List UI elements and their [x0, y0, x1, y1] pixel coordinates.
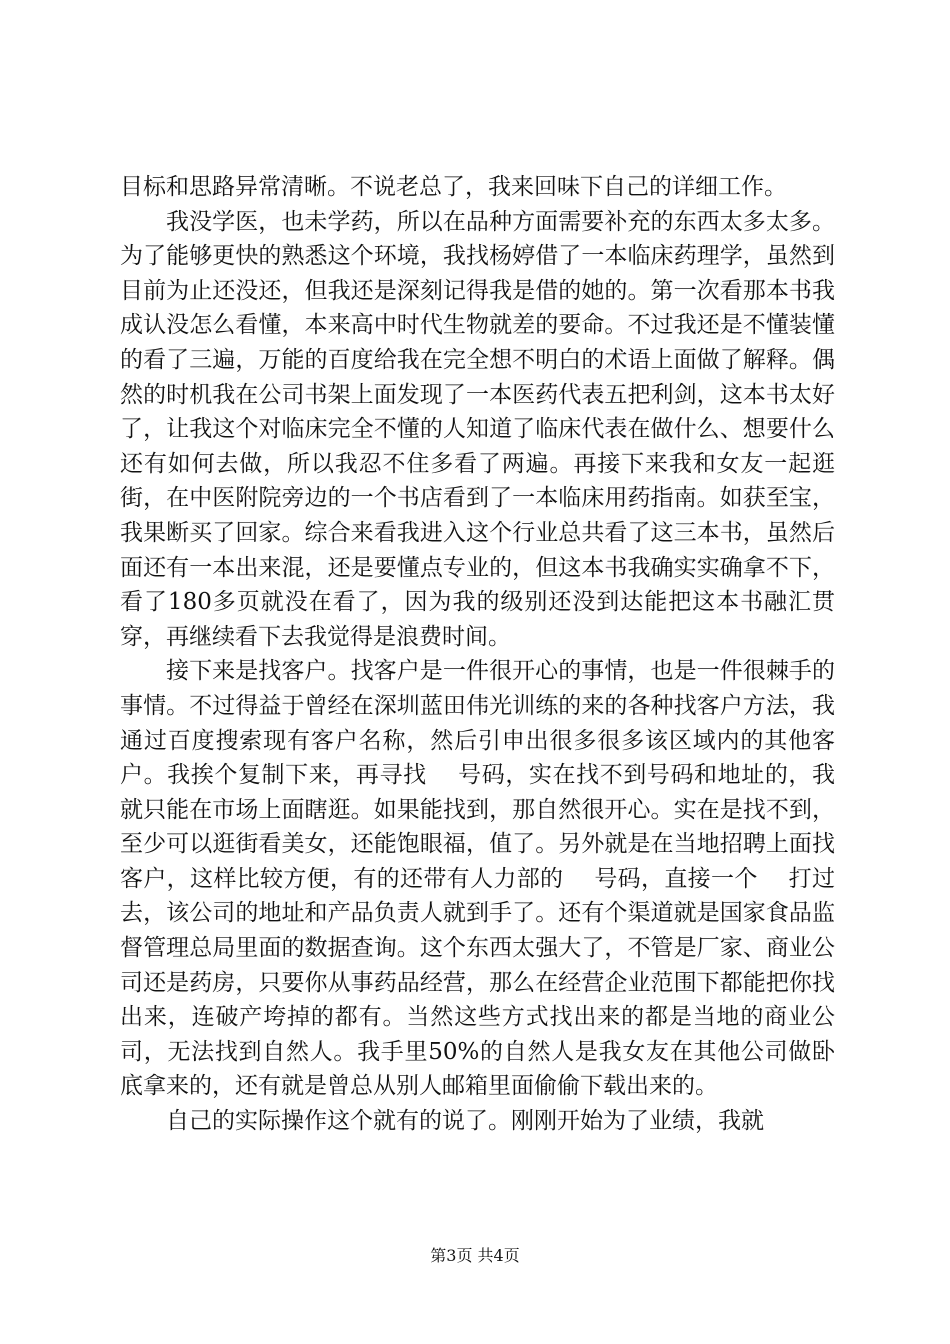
- body-text: [120, 170, 835, 1139]
- paragraph-4: 自己的实际操作这个就有的说了。刚刚开始为了业绩，我就: [166, 1108, 764, 1135]
- paragraph-2: 我没学医，也未学药，所以在品种方面需要补充的东西太多太多。为了能够更快的熟悉这个环境，我找杨婷借了一本临床药理学，虽然到目前为止还没还，但我还是深刻记得我是借的她的。第一次看那本书我成认没怎么看懂，本来高中时代生物就差的要命。不过我还是不懂装懂的看了三遍，万能的百度给我在完全想不明白的术语上面做了解释。偶然的时机我在公司书架上面发现了一本医药代表五把利剑，这本书太好了，让我这个对临床完全不懂的人知道了临床代表在做什么、想要什么还有如何去做，所以我忍不住多看了两遍。再接下来我和女友一起逛街，在中医附院旁边的一个书店看到了一本临床用药指南。如获至宝，我果断买了回家。综合来看我进入这个行业总共看了这三本书，虽然后面还有一本出来混，还是要懂点专业的，但这本书我确实实确拿不下，看了180多页就没在看了，因为我的级别还没到达能把这本书融汇贯穿，再继续看下去我觉得是浪费时间。: [120, 208, 835, 650]
- page-footer: 第3页 共4页: [430, 1246, 520, 1265]
- paragraph-3: 接下来是找客户。找客户是一件很开心的事情，也是一件很棘手的事情。不过得益于曾经在深圳蓝田伟光训练的来的各种找客户方法，我通过百度搜索现有客户名称，然后引申出很多很多该区域内的其他客户。我挨个复制下来，再寻找 号码，实在找不到号码和地址的，我就只能在市场上面瞎逛。如果能找到，那自然很开心。实在是找不到，至少可以逛街看美女，还能饱眼福，值了。另外就是在当地招聘上面找客户，这样比较方便，有的还带有人力部的 号码，直接一个 打过去，该公司的地址和产品负责人就到手了。还有个渠道就是国家食品监督管理总局里面的数据查询。这个东西太强大了，不管是厂家、商业公司还是药房，只要你从事药品经营，那么在经营企业范围下都能把你找出来，连破产垮掉的都有。当然这些方式找出来的都是当地的商业公司，无法找到自然人。我手里50%的自然人是我女友在其他公司做卧底拿来的，还有就是曾总从别人邮箱里面偷偷下载出来的。: [120, 658, 835, 1100]
- paragraph-1: 目标和思路异常清晰。不说老总了，我来回味下自己的详细工作。: [120, 174, 787, 200]
